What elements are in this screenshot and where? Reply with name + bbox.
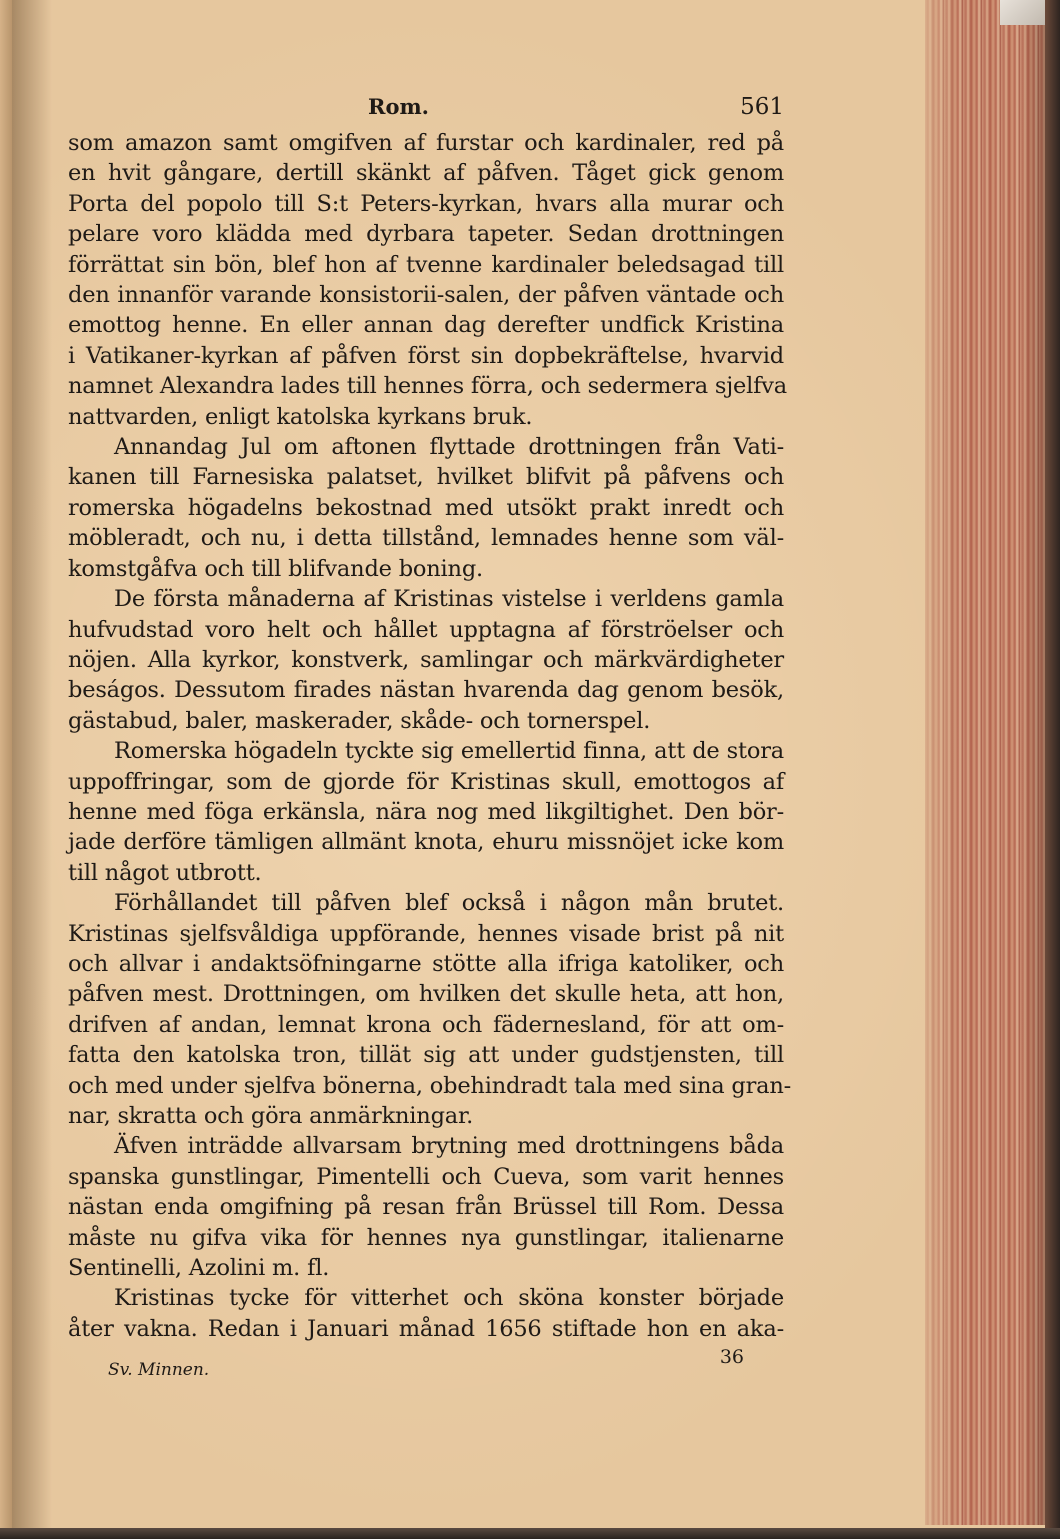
text-line: påfven mest. Drottningen, om hvilken det skulle heta, att hon, <box>68 981 784 1008</box>
signature-line: Sv. Minnen. <box>108 1360 210 1381</box>
text-line: pelare voro klädda med dyrbara tapeter. Sedan drottningen <box>68 221 784 248</box>
page-footer <box>68 1346 784 1386</box>
paragraph <box>68 888 792 1131</box>
text-line: emottog henne. En eller annan dag derefter undfick Kristina <box>68 312 784 339</box>
running-title: Rom. <box>368 94 429 119</box>
text-line: De första månaderna af Kristinas vistelse i verldens gamla <box>114 586 784 613</box>
text-line: Förhållandet till påfven blef också i någon mån brutet. <box>114 890 784 917</box>
text-line: en hvit gångare, dertill skänkt af påfven. Tåget gick genom <box>68 160 784 187</box>
text-line: kanen till Farnesiska palatset, hvilket blifvit på påfvens och <box>68 464 784 491</box>
paragraph <box>68 1283 784 1344</box>
paragraph <box>68 432 784 584</box>
text-line: hufvudstad voro helt och hållet upptagna af förströelser och <box>68 616 784 643</box>
text-block <box>68 88 792 1386</box>
text-line: Kristinas sjelfsvåldiga uppförande, hennes visade brist på nit <box>68 920 784 947</box>
paragraph <box>68 1131 784 1283</box>
text-line: Romerska högadeln tyckte sig emellertid finna, att de stora <box>114 738 784 765</box>
text-line: drifven af andan, lemnat krona och fädernesland, för att om- <box>68 1011 784 1038</box>
text-line: och allvar i andaktsöfningarne stötte alla ifriga katoliker, och <box>68 950 784 977</box>
text-line: i Vatikaner-kyrkan af påfven först sin dopbekräftelse, hvarvid <box>68 342 784 369</box>
paragraph <box>68 128 788 432</box>
text-line: åter vakna. Redan i Januari månad 1656 stiftade hon en aka- <box>68 1315 784 1342</box>
text-line: som amazon samt omgifven af furstar och kardinaler, red på <box>68 130 784 156</box>
gutter-shadow <box>12 0 52 1528</box>
text-line: den innanför varande konsistorii-salen, der påfven väntade och <box>68 282 784 309</box>
book-spine <box>0 0 12 1539</box>
text-line: namnet Alexandra lades till hennes förra, och sedermera sjelfva <box>68 373 788 400</box>
text-line: komstgåfva och till blifvande boning. <box>68 555 483 582</box>
text-line: förrättat sin bön, blef hon af tvenne kardinaler beledsagad till <box>68 251 784 278</box>
signature-mark: 36 <box>719 1346 744 1369</box>
text-line: henne med föga erkänsla, nära nog med likgiltighet. Den bör- <box>68 798 784 825</box>
book-cover-edge <box>1045 0 1060 1539</box>
paragraph <box>68 584 784 736</box>
page-number: 561 <box>740 94 784 120</box>
text-line: gästabud, baler, maskerader, skåde- och tornerspel. <box>68 707 651 734</box>
text-line: Sentinelli, Azolini m. fl. <box>68 1255 330 1282</box>
text-line: jade derföre tämligen allmänt knota, ehuru missnöjet icke kom <box>68 829 784 856</box>
body-text <box>68 128 792 1344</box>
text-line: beságos. Dessutom firades nästan hvarenda dag genom besök, <box>68 677 784 704</box>
text-line: till något utbrott. <box>68 859 262 886</box>
text-line: romerska högadelns bekostnad med utsökt prakt inredt och <box>68 494 784 521</box>
text-line: spanska gunstlingar, Pimentelli och Cueva, som varit hennes <box>68 1163 784 1190</box>
text-line: nar, skratta och göra anmärkningar. <box>68 1103 474 1129</box>
text-line: Kristinas tycke för vitterhet och sköna konster började <box>114 1285 784 1312</box>
text-line: Porta del popolo till S:t Peters-kyrkan, hvars alla murar och <box>68 190 784 217</box>
text-line: nästan enda omgifning på resan från Brüssel till Rom. Dessa <box>68 1194 784 1221</box>
text-line: måste nu gifva vika för hennes nya gunstlingar, italienarne <box>68 1224 784 1251</box>
text-line: möbleradt, och nu, i detta tillstånd, lemnades henne som väl- <box>68 525 784 552</box>
running-head <box>68 88 784 128</box>
text-line: nattvarden, enligt katolska kyrkans bruk. <box>68 403 533 430</box>
text-line: Äfven inträdde allvarsam brytning med drottningens båda <box>114 1133 784 1160</box>
text-line: och med under sjelfva bönerna, obehindradt tala med sina gran- <box>68 1072 792 1099</box>
background-surface <box>0 1528 1060 1539</box>
text-line: fatta den katolska tron, tillät sig att under gudstjensten, till <box>68 1042 784 1069</box>
text-line: nöjen. Alla kyrkor, konstverk, samlingar och märkvärdigheter <box>68 646 784 673</box>
text-line: Annandag Jul om aftonen flyttade drottningen från Vati- <box>114 434 784 461</box>
page-edges-shading <box>925 0 1045 1525</box>
paragraph <box>68 736 784 888</box>
text-line: uppoffringar, som de gjorde för Kristinas skull, emottogos af <box>68 768 784 795</box>
